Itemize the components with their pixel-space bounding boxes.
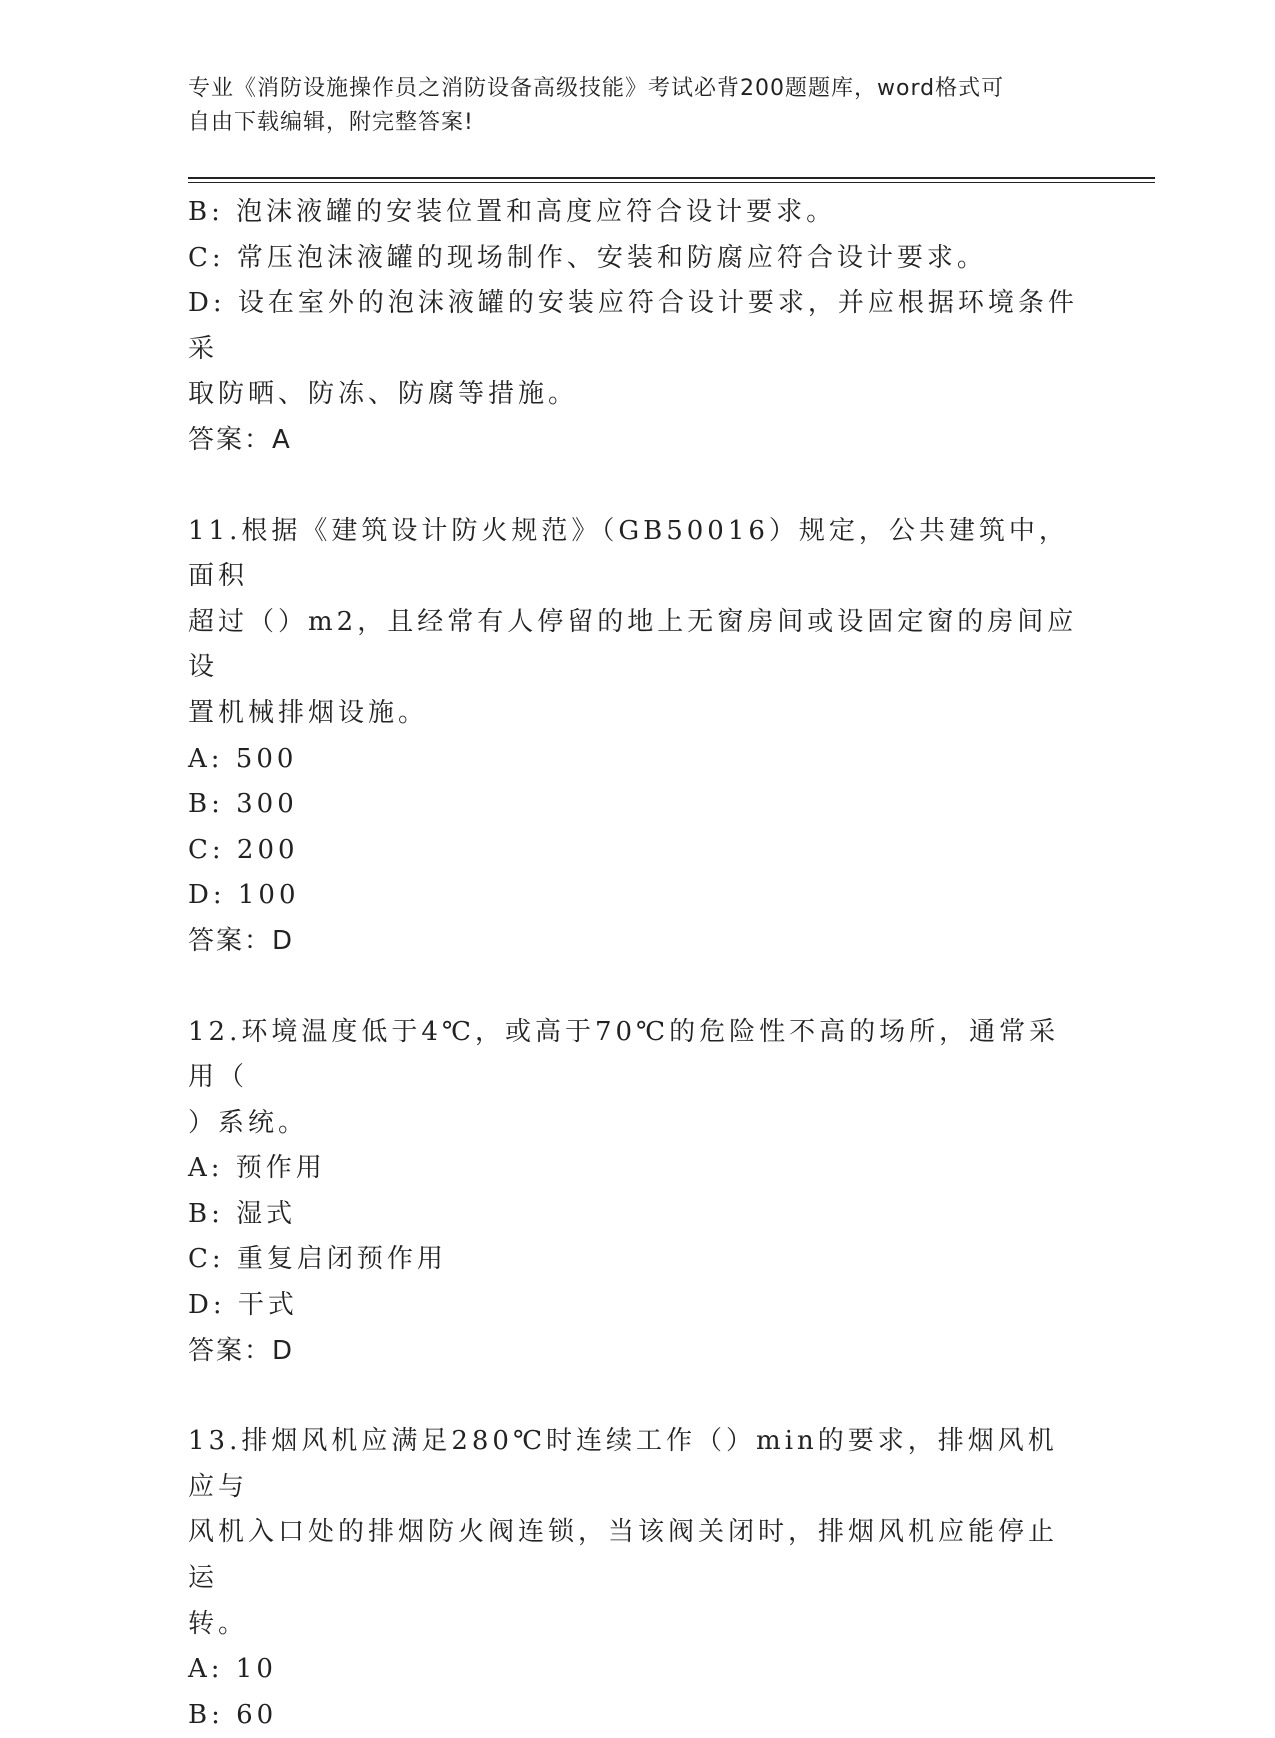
option-d-line-1: D: 设在室外的泡沫液罐的安装应符合设计要求，并应根据环境条件采: [188, 288, 1078, 364]
question-stem-line-2: ）系统。: [188, 1107, 309, 1138]
option-d-line-2: 取防晒、防冻、防腐等措施。: [188, 379, 579, 410]
header-divider-thin: [188, 182, 1155, 183]
header-line-2: 自由下载编辑，附完整答案!: [188, 110, 474, 135]
option-c: C: 常压泡沫液罐的现场制作、安装和防腐应符合设计要求。: [188, 242, 987, 273]
option-a: A: 10: [188, 1654, 277, 1685]
option-c: C: 重复启闭预作用: [188, 1244, 447, 1275]
page-header: [188, 72, 1068, 140]
header-divider-thick: [188, 177, 1155, 179]
option-b: B: 泡沫液罐的安装位置和高度应符合设计要求。: [188, 197, 837, 227]
option-b: B: 湿式: [188, 1198, 297, 1229]
spacer: [188, 965, 1078, 1010]
question-list: [188, 190, 1078, 1738]
question-stem-line-1: 13.排烟风机应满足280℃时连续工作（）min的要求，排烟风机应与: [188, 1426, 1058, 1502]
option-d: D: 干式: [188, 1290, 298, 1321]
question-stem-line-3: 转。: [188, 1608, 249, 1639]
question-stem-line-1: 11.根据《建筑设计防火规范》（GB50016）规定，公共建筑中，面积: [188, 515, 1069, 592]
question-13: [188, 1419, 1078, 1738]
answer: 答案：D: [188, 1335, 295, 1366]
question-stem-line-1: 12.环境温度低于4℃，或高于70℃的危险性不高的场所，通常采用（: [188, 1016, 1060, 1093]
question-stem-line-2: 超过（）m2，且经常有人停留的地上无窗房间或设固定窗的房间应设: [188, 606, 1078, 683]
answer: 答案：A: [188, 424, 292, 455]
question-10: [188, 190, 1078, 464]
spacer: [188, 464, 1078, 509]
option-c: C: 200: [188, 834, 299, 865]
question-12: [188, 1010, 1078, 1375]
spacer: [188, 1374, 1078, 1419]
question-11: [188, 509, 1078, 965]
option-b: B: 60: [188, 1699, 278, 1730]
question-stem-line-3: 置机械排烟设施。: [188, 697, 429, 728]
option-d: D: 100: [188, 880, 300, 911]
option-a: A: 500: [188, 743, 298, 774]
question-stem-line-2: 风机入口处的排烟防火阀连锁，当该阀关闭时，排烟风机应能停止运: [188, 1517, 1059, 1594]
option-b: B: 300: [188, 789, 298, 820]
option-a: A: 预作用: [188, 1153, 326, 1184]
header-line-1: 专业《消防设施操作员之消防设备高级技能》考试必背200题题库，word格式可: [188, 76, 1005, 101]
answer: 答案：D: [188, 925, 295, 956]
